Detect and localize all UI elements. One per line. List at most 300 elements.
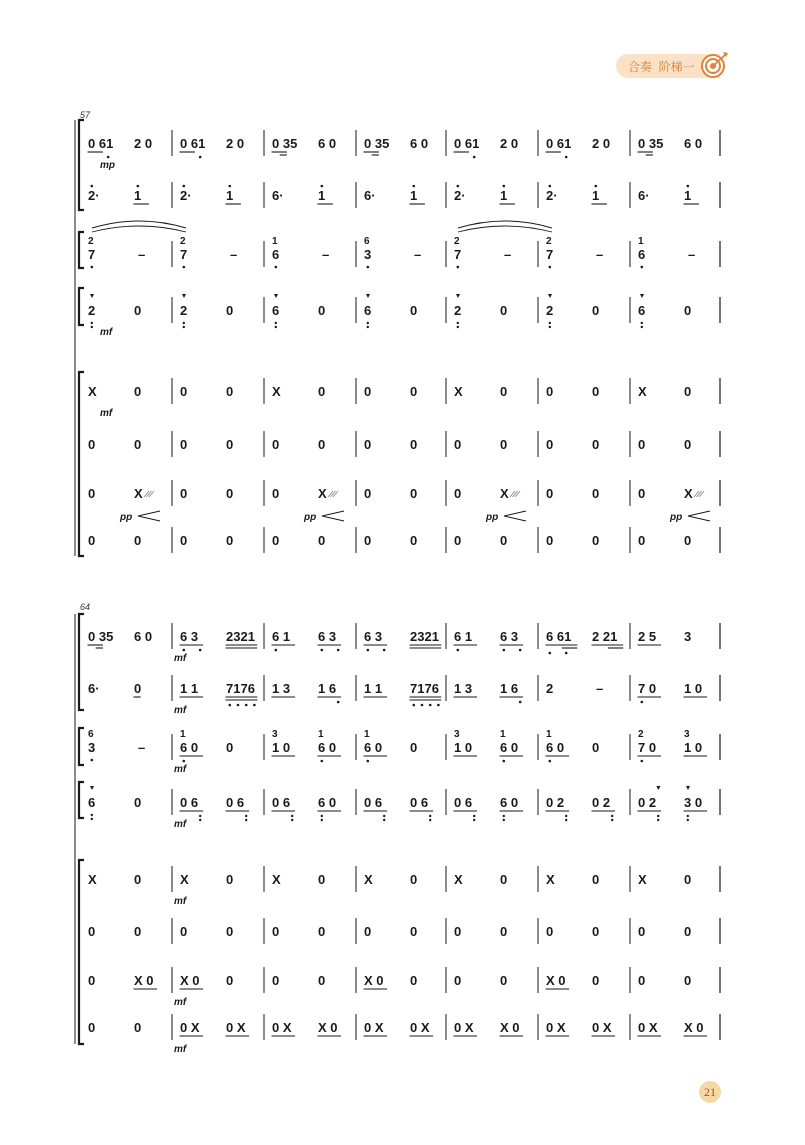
octave-dot-low	[549, 322, 551, 324]
octave-dot-low	[503, 815, 505, 817]
chord-top-note: 3	[684, 729, 690, 740]
measure-cell	[546, 681, 603, 696]
measure-cell	[180, 629, 258, 651]
chord-top-note: 1	[638, 236, 644, 247]
note-text: 7	[88, 247, 96, 262]
measure-cell	[546, 384, 599, 399]
note-text: 0	[134, 303, 142, 318]
note-text: 0	[410, 303, 418, 318]
measure-cell	[180, 437, 233, 452]
staff-row-melody-2	[88, 182, 720, 208]
note-text: 0	[134, 681, 142, 696]
note-text: 0	[638, 973, 646, 988]
note-text: 0	[226, 486, 234, 501]
roll-stroke	[697, 491, 702, 497]
note-text: 7	[546, 247, 554, 262]
octave-dot-low	[91, 326, 93, 328]
measure-cell	[272, 681, 342, 703]
chord-top-note: 2	[638, 729, 644, 740]
measure-cell	[180, 486, 233, 501]
staff-row-bass	[88, 294, 720, 338]
note-text: X	[88, 872, 97, 887]
staff-bracket	[79, 372, 84, 556]
note-text: 6·	[88, 681, 100, 696]
octave-dot-low	[383, 815, 385, 817]
note-text: X	[272, 384, 281, 399]
octave-dot-high	[457, 185, 460, 188]
octave-dot-low	[549, 652, 552, 655]
measure-cell	[546, 872, 599, 887]
measure-cell	[454, 294, 507, 328]
staff-row-perc-3	[88, 480, 720, 523]
note-text: 0	[272, 437, 280, 452]
measure-cell	[180, 1020, 250, 1036]
roll-stroke	[333, 491, 338, 497]
octave-dot-low	[275, 322, 277, 324]
note-text: 0	[318, 533, 326, 548]
measure-cell	[364, 973, 418, 989]
measure-cell	[364, 185, 425, 204]
octave-dot-low	[657, 815, 659, 817]
tie-arc	[458, 226, 552, 232]
measure-cell	[454, 872, 507, 887]
measure-cell	[180, 681, 258, 706]
note-text: 0	[638, 437, 646, 452]
measure-cell	[546, 973, 600, 989]
measure-cell	[180, 136, 245, 158]
note-text: 0	[134, 533, 142, 548]
octave-dot-low	[641, 266, 644, 269]
note-text: 2 21	[592, 629, 618, 644]
accent-mark	[548, 294, 552, 298]
note-text: 1	[684, 188, 692, 203]
octave-dot-low	[321, 760, 324, 763]
crescendo-hairpin	[504, 511, 526, 521]
octave-dot-low	[367, 760, 370, 763]
octave-dot-low	[473, 819, 475, 821]
note-text: 7 0	[638, 740, 657, 755]
roll-stroke	[144, 491, 149, 497]
measure-cell	[546, 629, 624, 654]
measure-cell	[638, 294, 691, 328]
measure-cell	[180, 294, 233, 328]
measure-cell	[180, 729, 234, 762]
staff-bracket	[79, 782, 84, 818]
measure-cell	[364, 294, 417, 328]
note-text: 0	[272, 924, 280, 939]
roll-mark	[144, 491, 154, 497]
measure-cell	[364, 795, 434, 821]
octave-dot-low	[457, 266, 460, 269]
note-text: 0 2	[638, 795, 657, 810]
note-text: 2 5	[638, 629, 657, 644]
octave-dot-low	[91, 322, 93, 324]
dynamic-marking: mf	[174, 705, 187, 716]
measure-cell	[638, 924, 691, 939]
accent-mark	[656, 786, 660, 790]
note-text: 6 0	[500, 795, 519, 810]
note-text: 1	[500, 188, 508, 203]
note-text: 0 35	[638, 136, 664, 151]
dynamic-marking: mp	[100, 160, 115, 171]
note-text: 0	[88, 924, 96, 939]
note-text: 6	[638, 247, 646, 262]
note-text: 3 0	[684, 795, 703, 810]
note-text: X	[638, 872, 647, 887]
octave-dot-low	[503, 819, 505, 821]
octave-dot-low	[549, 326, 551, 328]
note-text: 0	[226, 872, 234, 887]
chord-top-note: 1	[500, 729, 506, 740]
note-text: 0	[88, 1020, 96, 1035]
note-text: 0	[592, 384, 600, 399]
octave-dot-low	[473, 156, 476, 159]
octave-dot-low	[245, 815, 247, 817]
note-text: 2	[546, 303, 554, 318]
octave-dot-low	[321, 819, 323, 821]
measure-cell	[272, 729, 342, 762]
note-text: 0	[410, 740, 418, 755]
note-text: 2·	[454, 188, 466, 203]
roll-stroke	[331, 491, 336, 497]
note-text: X 0	[180, 973, 200, 988]
roll-stroke	[149, 491, 154, 497]
note-text: 0	[410, 437, 418, 452]
note-text: 6	[272, 303, 280, 318]
note-text: 0	[272, 486, 280, 501]
octave-dot-high	[183, 185, 186, 188]
note-text: 6 0	[364, 740, 383, 755]
measure-cell	[180, 973, 234, 989]
note-text: 6 0	[684, 136, 703, 151]
note-text: 0 61	[454, 136, 480, 151]
note-text: 0 X	[180, 1020, 200, 1035]
measure-cell	[88, 872, 141, 887]
note-text: 0	[364, 437, 372, 452]
measure-cell	[88, 486, 154, 501]
note-text: 0	[684, 533, 692, 548]
octave-dot-low	[565, 652, 568, 655]
octave-dot-high	[321, 185, 324, 188]
note-text: 0	[410, 872, 418, 887]
note-text: 2·	[180, 188, 192, 203]
chord-top-note: 2	[546, 236, 552, 247]
note-text: 2 0	[500, 136, 519, 151]
roll-mark	[510, 491, 520, 497]
octave-dot-low	[229, 704, 232, 707]
staff-bracket	[79, 860, 84, 1044]
note-text: 0	[226, 973, 234, 988]
note-text: 0	[318, 924, 326, 939]
note-text: 6	[88, 795, 96, 810]
note-text: 0	[500, 973, 508, 988]
measure-cell	[272, 294, 325, 328]
note-text: 0	[410, 973, 418, 988]
note-text: –	[322, 247, 330, 262]
measure-cell	[454, 533, 507, 548]
note-text: 0	[500, 303, 508, 318]
measure-cell	[272, 795, 342, 821]
note-text: X	[364, 872, 373, 887]
staff-bracket	[79, 728, 84, 765]
note-text: X	[454, 384, 463, 399]
octave-dot-low	[565, 156, 568, 159]
octave-dot-low	[367, 266, 370, 269]
note-text: 7176	[226, 681, 255, 696]
measure-cell	[638, 437, 691, 452]
measure-cell	[454, 384, 507, 399]
measure-cell	[638, 629, 692, 645]
note-text: 1 3	[454, 681, 473, 696]
note-text: 2 0	[592, 136, 611, 151]
chord-top-note: 6	[364, 236, 370, 247]
octave-dot-low	[383, 649, 386, 652]
measure-cell	[88, 236, 145, 268]
staff-row-perc-4	[88, 1014, 720, 1055]
chord-top-note: 2	[88, 236, 94, 247]
measure-cell	[364, 384, 417, 399]
measure-cell	[364, 681, 442, 706]
chord-top-note: 1	[364, 729, 370, 740]
note-text: 0	[684, 437, 692, 452]
note-text: X	[500, 486, 509, 501]
note-text: 6·	[638, 188, 650, 203]
measure-cell	[272, 136, 337, 155]
octave-dot-low	[473, 815, 475, 817]
note-text: 0	[592, 740, 600, 755]
note-text: 1 6	[500, 681, 519, 696]
note-text: 0 61	[88, 136, 114, 151]
measure-cell	[364, 136, 429, 155]
octave-dot-low	[687, 815, 689, 817]
note-text: –	[138, 740, 146, 755]
accent-mark	[90, 294, 94, 298]
octave-dot-low	[183, 326, 185, 328]
roll-stroke	[147, 491, 152, 497]
measure-cell	[272, 629, 342, 651]
note-text: 2	[454, 303, 462, 318]
measure-cell	[180, 236, 237, 268]
dynamic-marking: pp	[670, 512, 683, 523]
note-text: 0	[592, 533, 600, 548]
octave-dot-low	[199, 815, 201, 817]
measure-number: 57	[80, 110, 91, 120]
note-text: 0	[318, 384, 326, 399]
octave-dot-low	[429, 819, 431, 821]
note-text: X 0	[500, 1020, 520, 1035]
measure-cell	[454, 136, 519, 158]
note-text: 6 0	[318, 136, 337, 151]
note-text: 6	[364, 303, 372, 318]
octave-dot-low	[549, 760, 552, 763]
measure-cell	[180, 185, 241, 204]
note-text: 1 1	[180, 681, 199, 696]
note-text: 0 X	[454, 1020, 474, 1035]
octave-dot-low	[337, 649, 340, 652]
octave-dot-low	[107, 156, 110, 159]
octave-dot-low	[91, 759, 94, 762]
note-text: 6 61	[546, 629, 572, 644]
octave-dot-low	[503, 649, 506, 652]
note-text: 2	[88, 303, 96, 318]
octave-dot-low	[183, 322, 185, 324]
measure-cell	[272, 236, 329, 268]
octave-dot-low	[611, 815, 613, 817]
note-text: 0	[500, 533, 508, 548]
score-system	[75, 602, 720, 1055]
octave-dot-high	[549, 185, 552, 188]
roll-stroke	[515, 491, 520, 497]
note-text: 7176	[410, 681, 439, 696]
note-text: 2321	[410, 629, 439, 644]
note-text: 6 1	[454, 629, 473, 644]
measure-cell	[638, 136, 703, 155]
staff-row-chord	[88, 236, 720, 268]
octave-dot-low	[321, 649, 324, 652]
octave-dot-low	[237, 704, 240, 707]
chord-top-note: 6	[88, 729, 94, 740]
note-text: 0 6	[226, 795, 245, 810]
note-text: 0	[592, 486, 600, 501]
note-text: 0	[88, 973, 96, 988]
octave-dot-high	[229, 185, 232, 188]
staff-bracket	[79, 232, 84, 268]
note-text: 6 0	[318, 795, 337, 810]
note-text: 0	[546, 437, 554, 452]
measure-cell	[180, 872, 233, 887]
note-text: 6 0	[318, 740, 337, 755]
note-text: 0	[500, 384, 508, 399]
note-text: 0 2	[546, 795, 565, 810]
note-text: 0	[546, 533, 554, 548]
note-text: 0	[180, 437, 188, 452]
note-text: –	[504, 247, 512, 262]
note-text: 0	[318, 973, 326, 988]
chord-top-note: 2	[180, 236, 186, 247]
note-text: 0	[180, 486, 188, 501]
note-text: –	[138, 247, 146, 262]
note-text: 0 35	[272, 136, 298, 151]
note-text: X 0	[364, 973, 384, 988]
page-number: 21	[699, 1081, 721, 1103]
note-text: X	[454, 872, 463, 887]
measure-cell	[364, 236, 421, 268]
section-badge-label: 合奏 阶梯一	[628, 59, 695, 74]
dynamic-marking: mf	[174, 764, 187, 775]
note-text: 0	[592, 924, 600, 939]
measure-cell	[272, 973, 325, 988]
measure-cell	[454, 1020, 524, 1036]
accent-mark	[640, 294, 644, 298]
octave-dot-low	[183, 760, 186, 763]
measure-cell	[546, 136, 611, 158]
note-text: 0	[88, 486, 96, 501]
measure-cell	[88, 629, 153, 648]
measure-cell	[454, 629, 524, 651]
chord-top-note: 1	[318, 729, 324, 740]
measure-cell	[88, 437, 141, 452]
measure-cell	[88, 786, 141, 820]
crescendo-hairpin	[138, 511, 160, 521]
octave-dot-low	[413, 704, 416, 707]
staff-bracket	[79, 120, 84, 210]
note-text: 2 0	[134, 136, 153, 151]
measure-cell	[638, 729, 708, 762]
note-text: 0	[592, 437, 600, 452]
octave-dot-high	[687, 185, 690, 188]
note-text: 0 X	[364, 1020, 384, 1035]
note-text: 6 0	[546, 740, 565, 755]
measure-cell	[546, 437, 599, 452]
octave-dot-low	[275, 649, 278, 652]
note-text: –	[230, 247, 238, 262]
note-text: 0	[410, 486, 418, 501]
octave-dot-low	[91, 818, 93, 820]
note-text: X	[546, 872, 555, 887]
note-text: 0 6	[410, 795, 429, 810]
note-text: 0	[500, 924, 508, 939]
measure-cell	[272, 185, 333, 204]
chord-top-note: 1	[546, 729, 552, 740]
note-text: 0	[638, 533, 646, 548]
note-text: 0	[134, 1020, 142, 1035]
note-text: 0	[226, 437, 234, 452]
measure-cell	[454, 437, 507, 452]
chord-top-note: 2	[454, 236, 460, 247]
roll-stroke	[694, 491, 699, 497]
note-text: 0 X	[546, 1020, 566, 1035]
octave-dot-low	[565, 815, 567, 817]
note-text: 7 0	[638, 681, 657, 696]
note-text: 1 0	[272, 740, 291, 755]
measure-cell	[638, 786, 708, 821]
score-system	[75, 110, 720, 556]
note-text: 0	[638, 924, 646, 939]
measure-cell	[272, 384, 325, 399]
chord-top-note: 3	[272, 729, 278, 740]
note-text: 0	[500, 872, 508, 887]
octave-dot-high	[137, 185, 140, 188]
note-text: 0	[546, 384, 554, 399]
accent-mark	[456, 294, 460, 298]
note-text: 1 0	[684, 681, 703, 696]
note-text: 2	[180, 303, 188, 318]
note-text: 0 X	[272, 1020, 292, 1035]
note-text: 0	[684, 924, 692, 939]
measure-cell	[638, 681, 708, 703]
note-text: X 0	[134, 973, 154, 988]
note-text: 6·	[272, 188, 284, 203]
note-text: X	[134, 486, 143, 501]
note-text: 0 6	[364, 795, 383, 810]
note-text: 0 X	[226, 1020, 246, 1035]
note-text: 6 3	[318, 629, 337, 644]
measure-cell	[364, 533, 417, 548]
note-text: 6 3	[180, 629, 199, 644]
note-text: X 0	[546, 973, 566, 988]
octave-dot-low	[641, 701, 644, 704]
note-text: 0	[134, 795, 142, 810]
crescendo-hairpin	[322, 511, 344, 521]
measure-cell	[88, 973, 157, 989]
staff-row-perc-3	[88, 967, 720, 1008]
measure-cell	[364, 872, 417, 887]
octave-dot-low	[275, 326, 277, 328]
measure-cell	[454, 486, 520, 501]
octave-dot-low	[457, 326, 459, 328]
note-text: 3	[364, 247, 372, 262]
measure-cell	[638, 236, 695, 268]
